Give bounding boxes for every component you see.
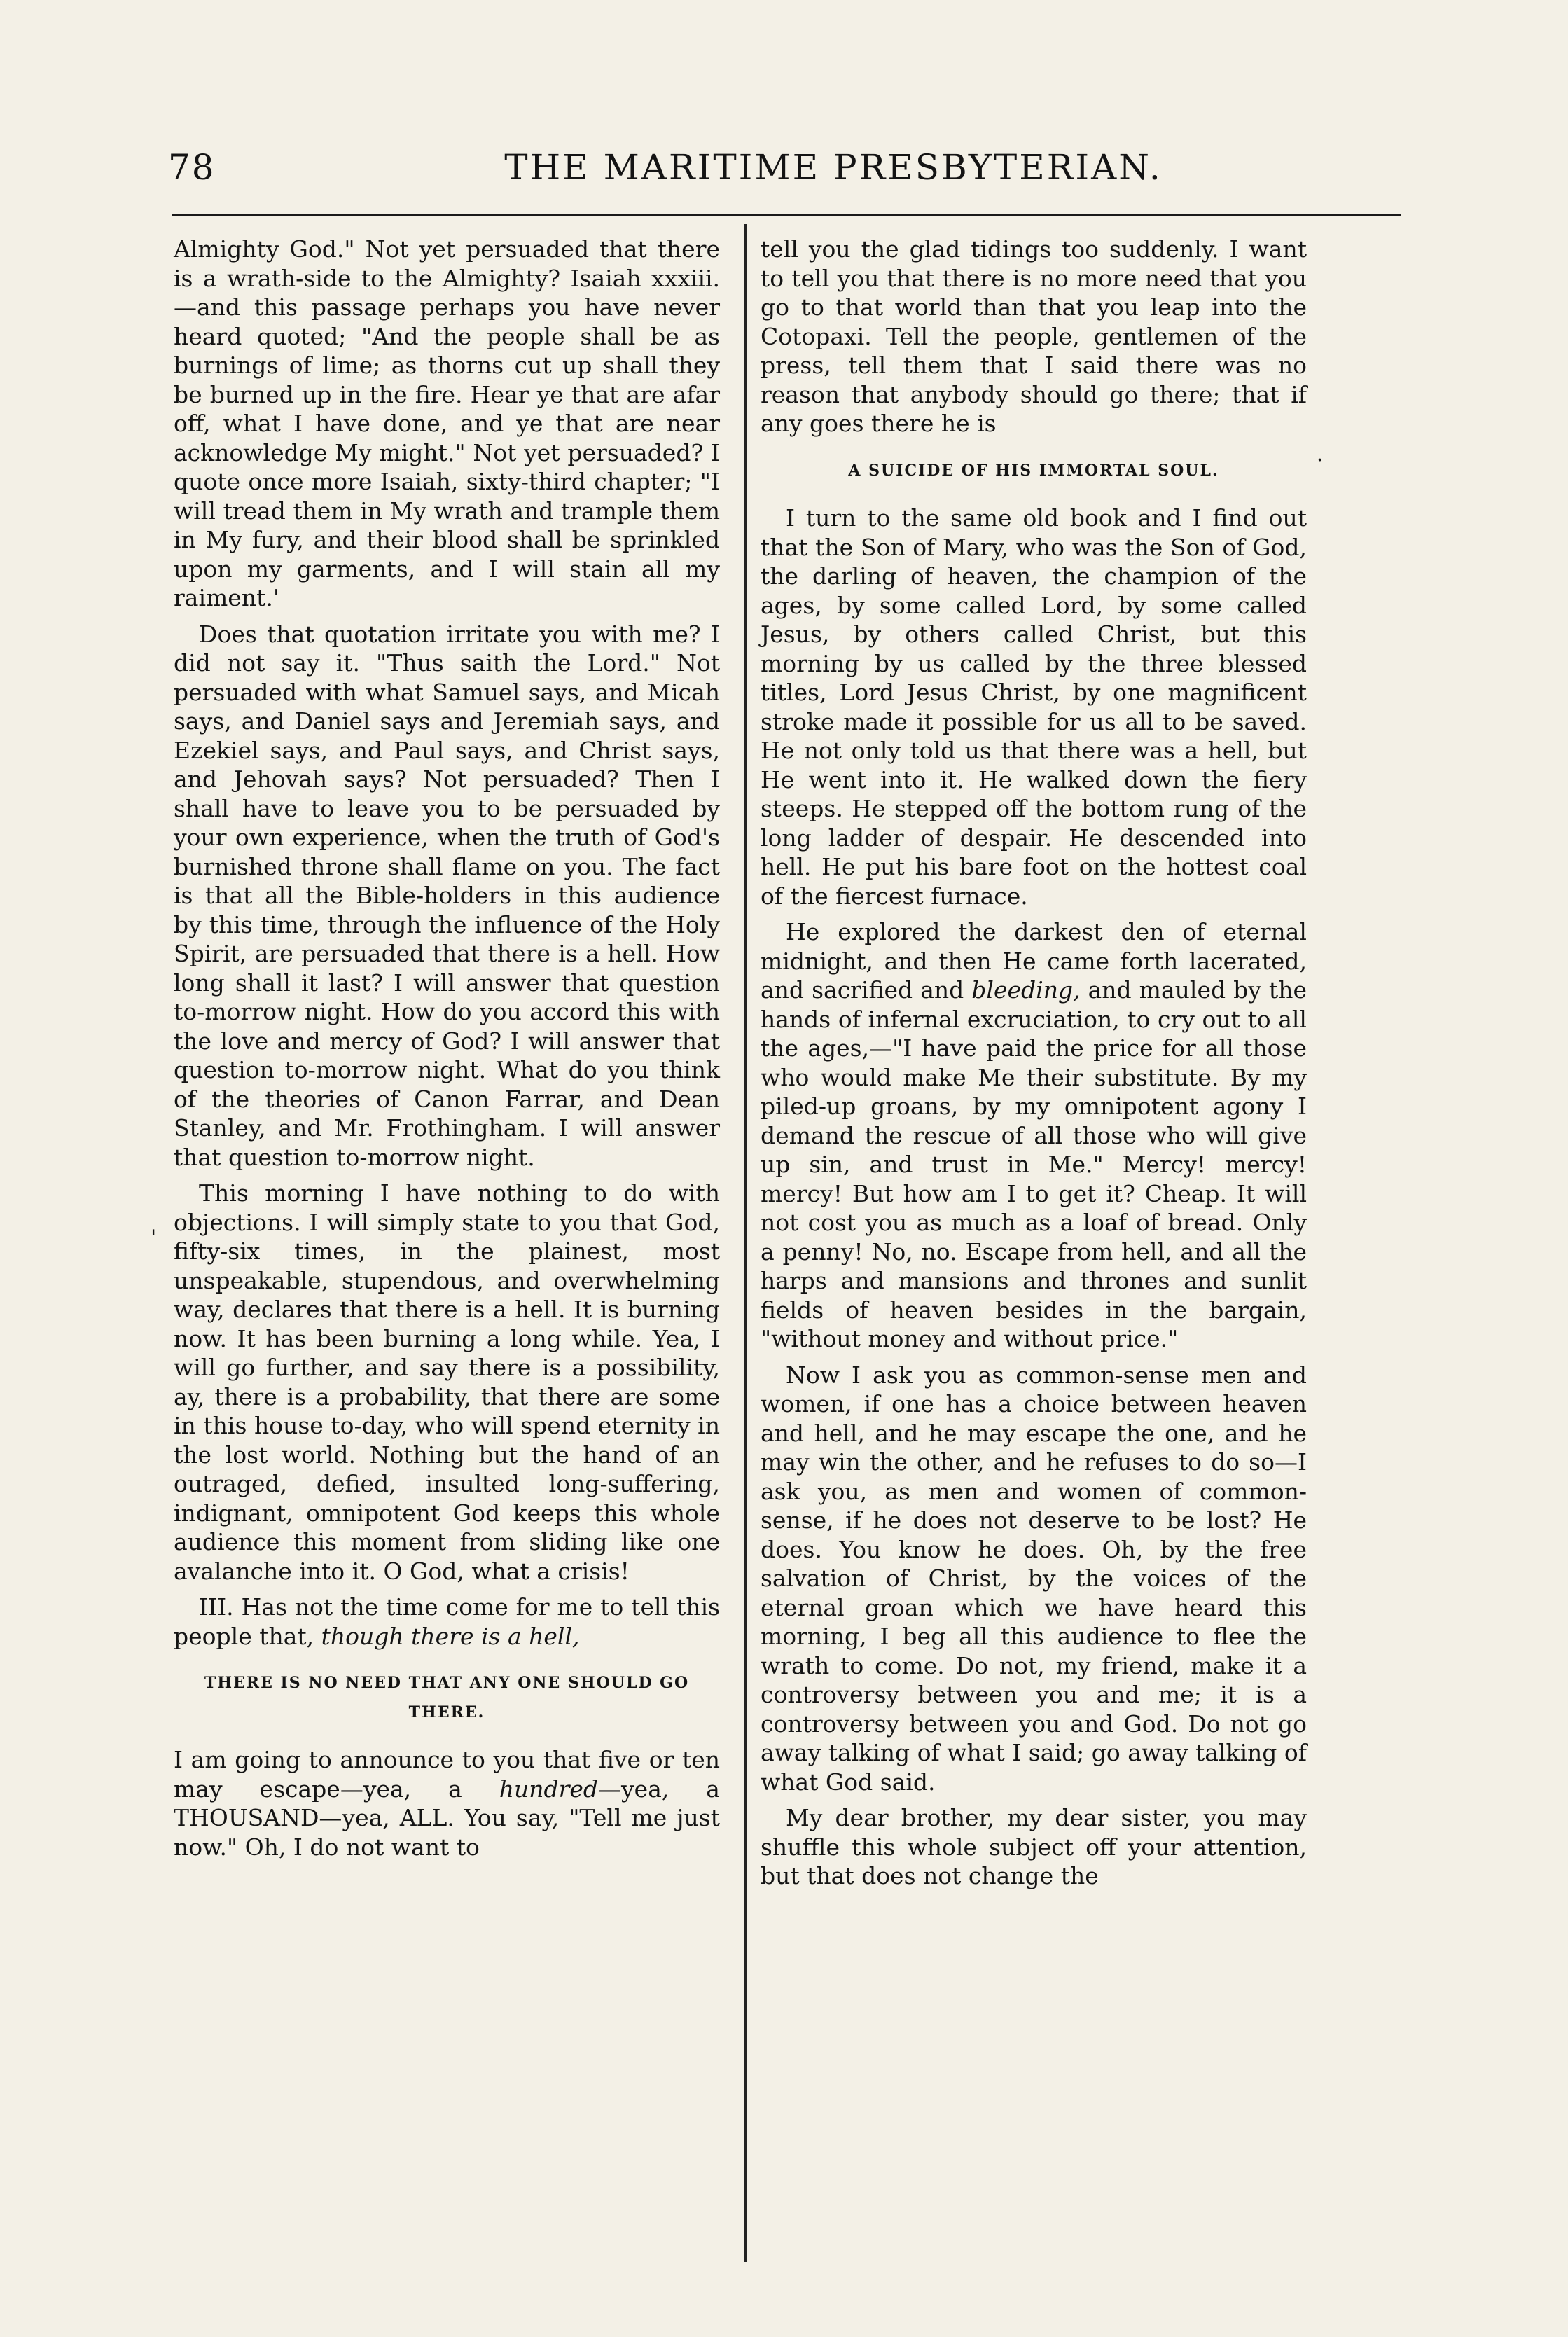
paragraph: Now I ask you as common-sense men and women, if one has a choice between heaven and hell, and he may escape the one, and he may win the other, and he refuses to do so—I ask you, as men and women of common-sense, if he does not deserve to be lost? He does. You know he does. Oh, by the free salvation of Christ, by the voices of the eternal groan which we have heard this morning, I beg all this audience to flee the wrath to come. Do not, my friend, make it a controversy between you and me; it is a controversy between you and God. Do not go away talking of what I said; go away talking of what God said. (761, 1361, 1307, 1796)
paragraph: Almighty God." Not yet persuaded that there is a wrath-side to the Almighty? Isaiah xxxiii.—and this passage perhaps you have never heard quoted; "And the people shall be as burnings of lime; as thorns cut up shall they be burned up in the fire. Hear ye that are afar off, what I have done, and ye that are near acknowledge My might." Not yet persuaded? I quote once more Isaiah, sixty-third chapter; "I will tread them in My wrath and trample them in My fury, and their blood shall be sprinkled upon my garments, and I will stain all my raiment.' (174, 235, 720, 611)
margin-tick: ' (151, 1226, 157, 1250)
right-column (761, 235, 1307, 1898)
page-header (168, 147, 1401, 203)
paragraph-text: —yea, a THOUSAND—yea, ALL. You say, "Tell me just now." Oh, I do not want to (174, 1775, 720, 1861)
publication-title: THE MARITIME PRESBYTERIAN. (504, 147, 1163, 188)
paragraph (174, 1745, 720, 1861)
paragraph: tell you the glad tidings too suddenly. I want to tell you that there is no more need that you go to that world than that you leap into the Cotopaxi. Tell the people, gentlemen of the press, tell them that I said there was no reason that anybody should go there; that if any goes there he is (761, 235, 1307, 437)
page-number: 78 (168, 147, 216, 188)
paragraph (761, 917, 1307, 1354)
section-subhead: THERE IS NO NEED THAT ANY ONE SHOULD GO THERE. (204, 1674, 690, 1721)
paragraph-text: III. Has not the time come for me to tell this people that, (174, 1593, 720, 1650)
italic-text: though there is a hell, (321, 1622, 580, 1650)
paragraph: Does that quotation irritate you with me? I did not say it. "Thus saith the Lord." Not persuaded with what Samuel says, and Micah says, and Daniel says and Jeremiah says, and Ezekiel says, and Paul says, and Christ says, and Jehovah says? Not persuaded? Then I shall have to leave you to be persuaded by your own experience, when the truth of God's burnished throne shall flame on you. The fact is that all the Bible-holders in this audience by this time, through the influence of the Holy Spirit, are persuaded that there is a hell. How long shall it last? I will answer that question to-morrow night. How do you accord this with the love and mercy of God? I will answer that question to-morrow night. What do you think of the theories of Canon Farrar, and Dean Stanley, and Mr. Frothingham. I will answer that question to-morrow night. (174, 620, 720, 1171)
section-subhead: A SUICIDE OF HIS IMMORTAL SOUL. (848, 461, 1219, 480)
header-rule (172, 214, 1401, 216)
paragraph-text: I am going to announce to you that five or ten may escape—yea, a (174, 1746, 720, 1803)
paragraph (174, 1593, 720, 1651)
paragraph: This morning I have nothing to do with objections. I will simply state to you that God, fifty-six times, in the plainest, most unspeakable, stupendous, and overwhelming way, declares that there is a hell. It is burning now. It has been burning a long while. Yea, I will go further, and say there is a possibility, ay, there is a probability, that there are some in this house to-day, who will spend eternity in the lost world. Nothing but the hand of an outraged, defied, insulted long-suffering, indignant, omnipotent God keeps this whole audience this moment from sliding like one avalanche into it. O God, what a crisis! (174, 1179, 720, 1585)
paragraph: My dear brother, my dear sister, you may shuffle this whole subject off your attention, but that does not change the (761, 1804, 1307, 1889)
italic-text: bleeding, (971, 976, 1081, 1004)
paragraph: I turn to the same old book and I find out that the Son of Mary, who was the Son of God, the darling of heaven, the champion of the ages, by some called Lord, by some called Jesus, by others called Christ, but this morning by us called by the three blessed titles, Lord Jesus Christ, by one magnificent stroke made it possible for us all to be saved. He not only told us that there was a hell, but He went into it. He walked down the fiery steeps. He stepped off the bottom rung of the long ladder of despair. He descended into hell. He put his bare foot on the hottest coal of the fiercest furnace. (761, 504, 1307, 910)
margin-dot: · (1317, 448, 1324, 473)
column-divider (744, 224, 747, 2262)
paragraph-text: and mauled by the hands of infernal excruciation, to cry out to all the ages,—"I have paid the price for all those who would make Me their substitute. By my piled-up groans, by my omnipotent agony I demand the rescue of all those who will give up sin, and trust in Me." Mercy! mercy! mercy! But how am I to get it? Cheap. It will not cost you as much as a loaf of bread. Only a penny! No, no. Escape from hell, and all the harps and mansions and thrones and sunlit fields of heaven besides in the bargain, "without money and without price." (761, 976, 1307, 1352)
left-column (174, 235, 720, 1868)
paragraph-text: He explored the darkest den of eternal midnight, and then He came forth lacerated, and sacrified and (761, 918, 1307, 1004)
italic-text: hundred (499, 1775, 599, 1803)
